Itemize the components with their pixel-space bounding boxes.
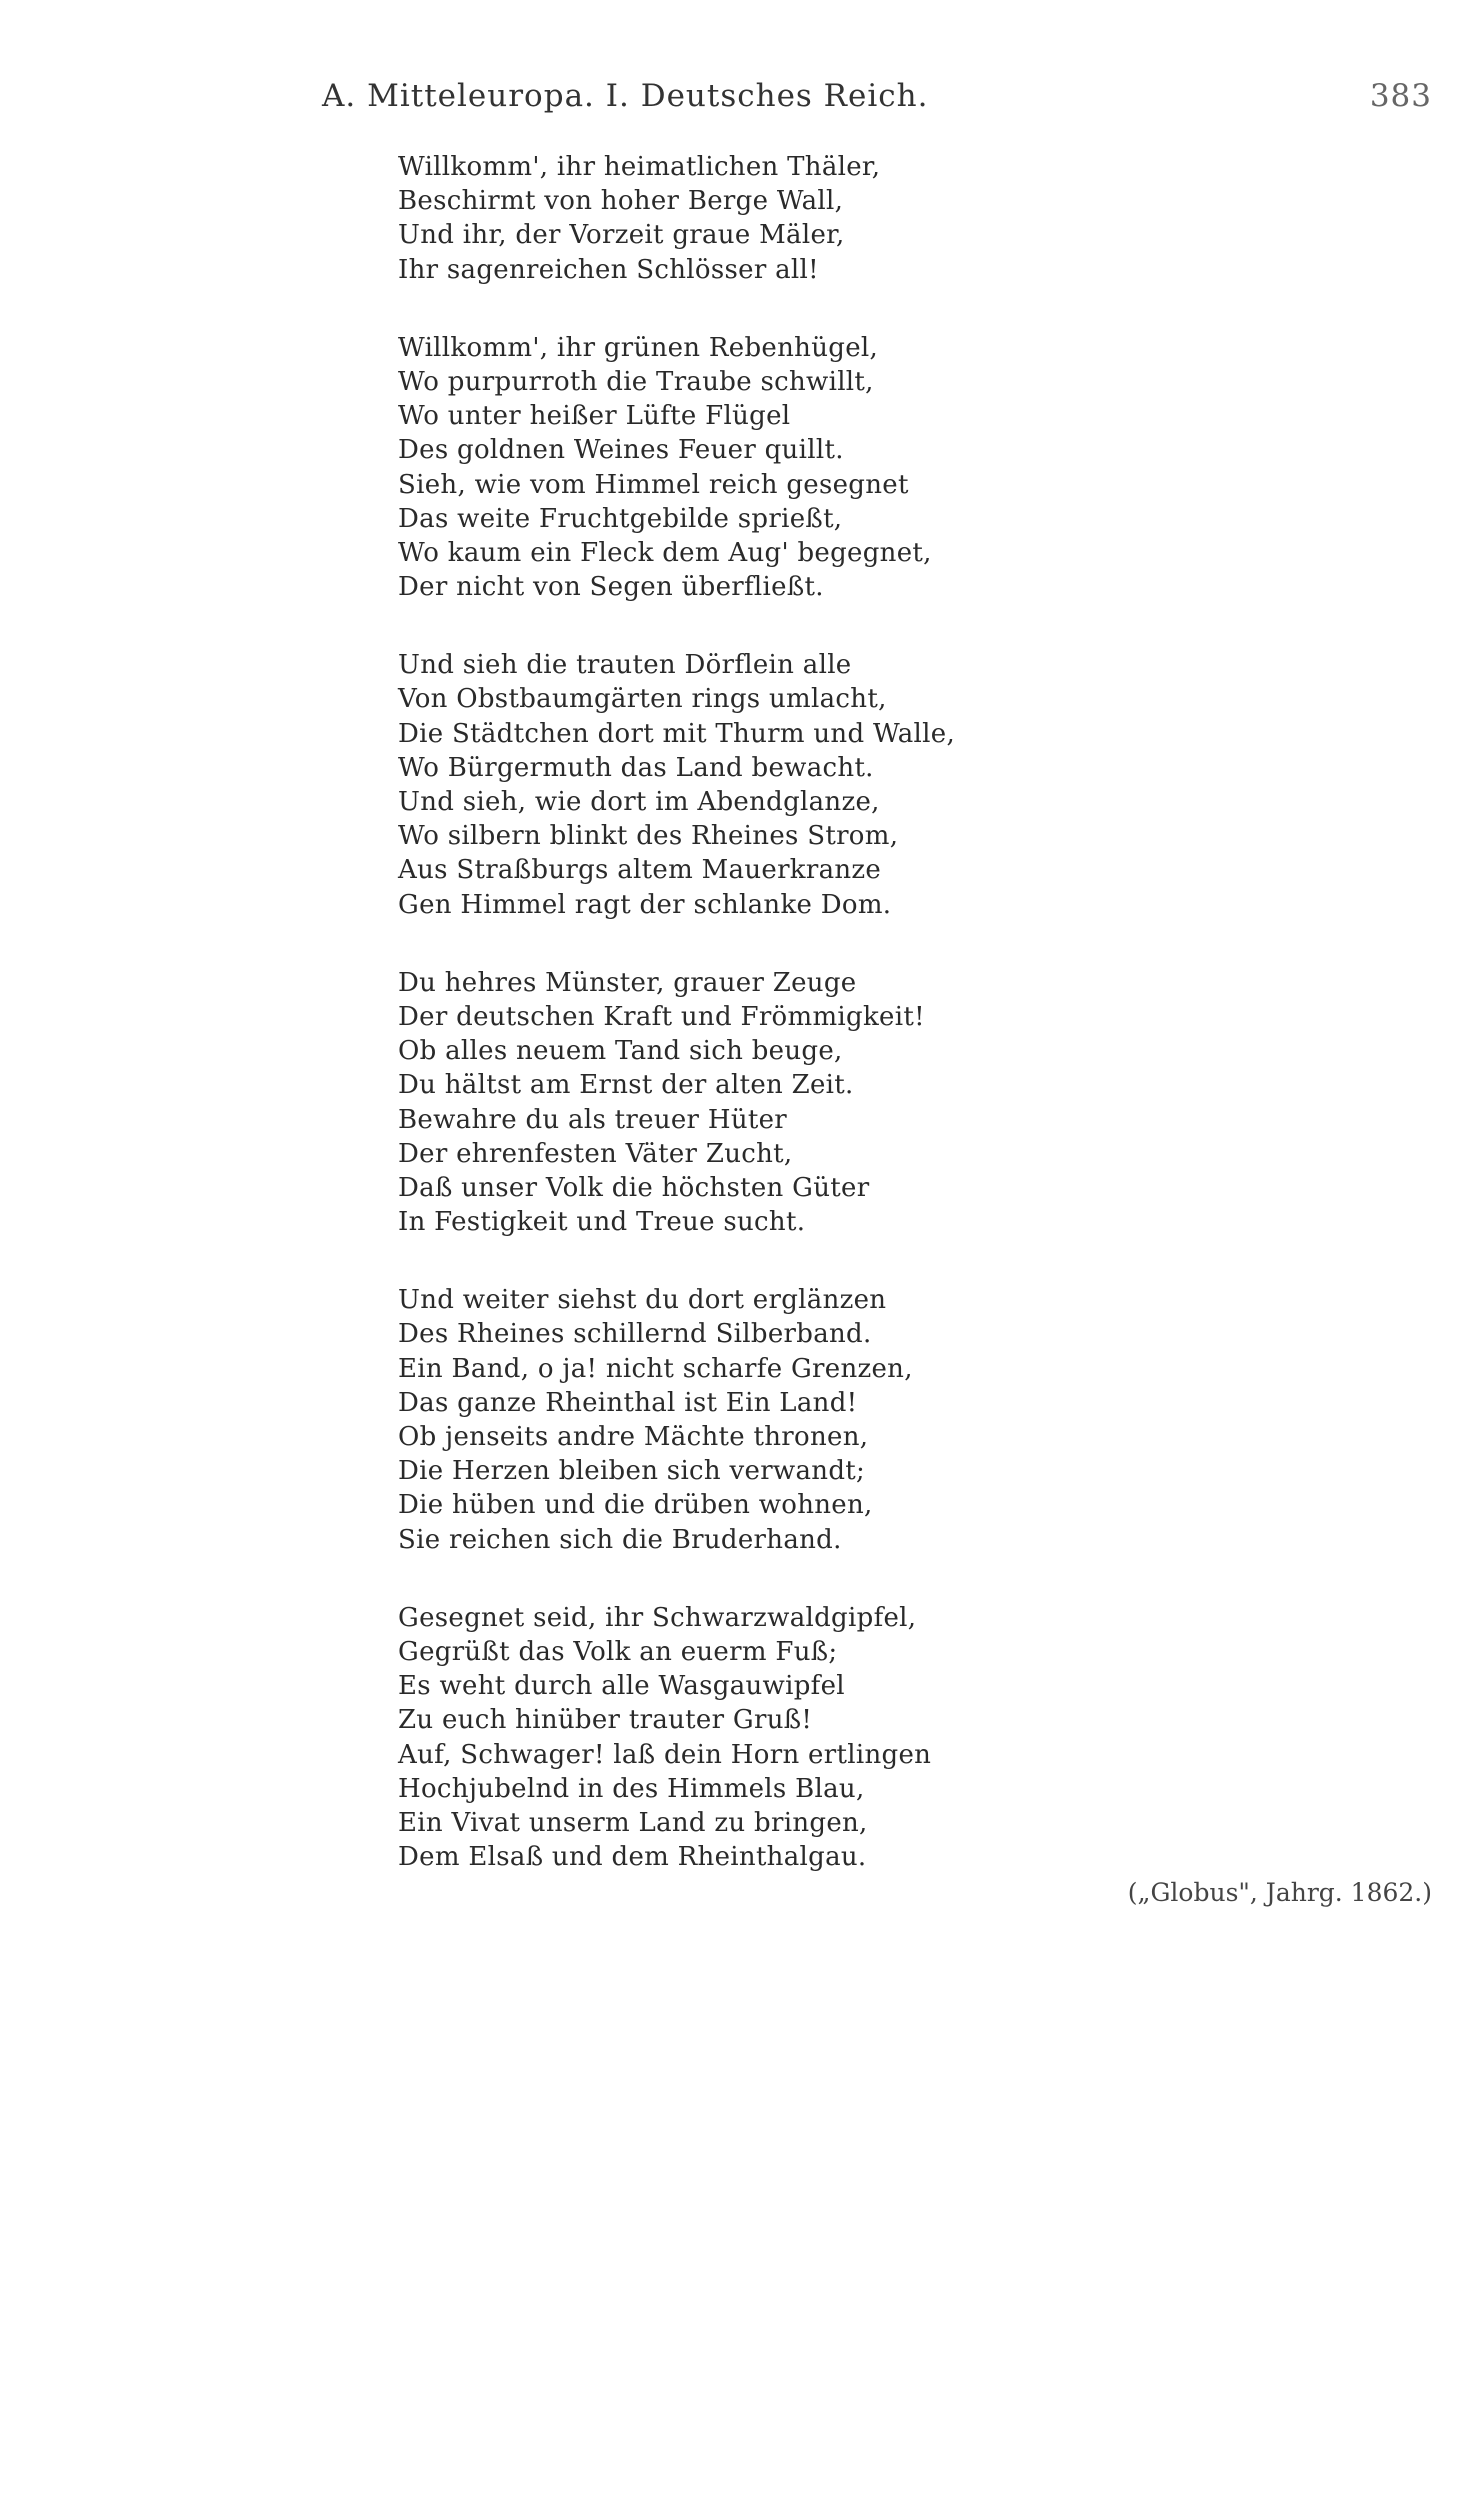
poem-line: Ein Vivat unserm Land zu bringen, bbox=[398, 1807, 868, 1838]
poem-line: Des Rheines schillernd Silberband. bbox=[398, 1319, 872, 1350]
source-citation: („Globus", Jahrg. 1862.) bbox=[1127, 1878, 1432, 1908]
poem-line: Bewahre du als treuer Hüter bbox=[398, 1104, 788, 1135]
poem-line: Ob jenseits andre Mächte thronen, bbox=[398, 1422, 869, 1452]
page-number: 383 bbox=[1369, 78, 1432, 114]
poem-line: Gegrüßt das Volk an euerm Fuß; bbox=[398, 1636, 838, 1667]
poem-line: Zu euch hinüber trauter Gruß! bbox=[398, 1705, 813, 1736]
stanza bbox=[398, 1601, 1398, 1875]
poem-line: Gesegnet seid, ihr Schwarzwaldgipfel, bbox=[398, 1602, 917, 1633]
running-header bbox=[322, 78, 1432, 128]
stanza bbox=[398, 331, 1398, 605]
poem-line: Und sieh, wie dort im Abendglanze, bbox=[398, 787, 880, 817]
poem-line: Wo Bürgermuth das Land bewacht. bbox=[398, 752, 874, 783]
poem-line: Du hehres Münster, grauer Zeuge bbox=[398, 967, 857, 998]
poem-line: Du hältst am Ernst der alten Zeit. bbox=[398, 1070, 854, 1101]
poem-line: Ein Band, o ja! nicht scharfe Grenzen, bbox=[398, 1353, 913, 1384]
poem-line: Und ihr, der Vorzeit graue Mäler, bbox=[398, 220, 845, 251]
header-title: A. Mitteleuropa. I. Deutsches Reich. bbox=[322, 78, 929, 114]
poem-line: Die Herzen bleiben sich verwandt; bbox=[398, 1456, 866, 1487]
poem-line: Wo kaum ein Fleck dem Aug' begegnet, bbox=[398, 537, 932, 568]
poem-line: Das ganze Rheinthal ist Ein Land! bbox=[398, 1387, 858, 1418]
poem bbox=[398, 150, 1432, 1910]
poem-line: Beschirmt von hoher Berge Wall, bbox=[398, 186, 844, 217]
stanza bbox=[398, 648, 1398, 922]
poem-line: Der nicht von Segen überfließt. bbox=[398, 572, 824, 603]
poem-line: Das weite Fruchtgebilde sprießt, bbox=[398, 503, 843, 534]
poem-line: Und sieh die trauten Dörflein alle bbox=[398, 650, 852, 681]
poem-line: In Festigkeit und Treue sucht. bbox=[398, 1207, 806, 1238]
poem-line: Hochjubelnd in des Himmels Blau, bbox=[398, 1773, 865, 1804]
poem-line: Wo purpurroth die Traube schwillt, bbox=[398, 366, 874, 397]
poem-line: Ihr sagenreichen Schlösser all! bbox=[398, 254, 819, 285]
poem-line: Der deutschen Kraft und Frömmigkeit! bbox=[398, 1001, 925, 1032]
poem-line: Der ehrenfesten Väter Zucht, bbox=[398, 1138, 793, 1169]
stanza bbox=[398, 1283, 1398, 1557]
poem-line: Aus Straßburgs altem Mauerkranze bbox=[398, 855, 882, 886]
poem-line: Gen Himmel ragt der schlanke Dom. bbox=[398, 889, 892, 920]
poem-line: Wo silbern blinkt des Rheines Strom, bbox=[398, 821, 899, 852]
poem-line: Wo unter heißer Lüfte Flügel bbox=[398, 401, 791, 432]
poem-line: Die Städtchen dort mit Thurm und Walle, bbox=[398, 718, 956, 749]
poem-line: Sieh, wie vom Himmel reich gesegnet bbox=[398, 469, 909, 500]
poem-line: Dem Elsaß und dem Rheinthalgau. bbox=[398, 1842, 867, 1873]
stanza bbox=[398, 966, 1398, 1240]
poem-line: Daß unser Volk die höchsten Güter bbox=[398, 1172, 870, 1203]
poem-line: Willkomm', ihr grünen Rebenhügel, bbox=[398, 332, 879, 363]
poem-line: Auf, Schwager! laß dein Horn ertlingen bbox=[398, 1739, 932, 1770]
poem-line: Die hüben und die drüben wohnen, bbox=[398, 1490, 873, 1521]
poem-line: Ob alles neuem Tand sich beuge, bbox=[398, 1036, 843, 1067]
poem-line: Und weiter siehst du dort erglänzen bbox=[398, 1285, 887, 1316]
stanza bbox=[398, 150, 1398, 287]
poem-line: Sie reichen sich die Bruderhand. bbox=[398, 1524, 842, 1555]
poem-line: Des goldnen Weines Feuer quillt. bbox=[398, 435, 844, 466]
poem-line: Es weht durch alle Wasgauwipfel bbox=[398, 1671, 845, 1702]
poem-line: Willkomm', ihr heimatlichen Thäler, bbox=[398, 152, 881, 182]
poem-line: Von Obstbaumgärten rings umlacht, bbox=[398, 684, 887, 715]
